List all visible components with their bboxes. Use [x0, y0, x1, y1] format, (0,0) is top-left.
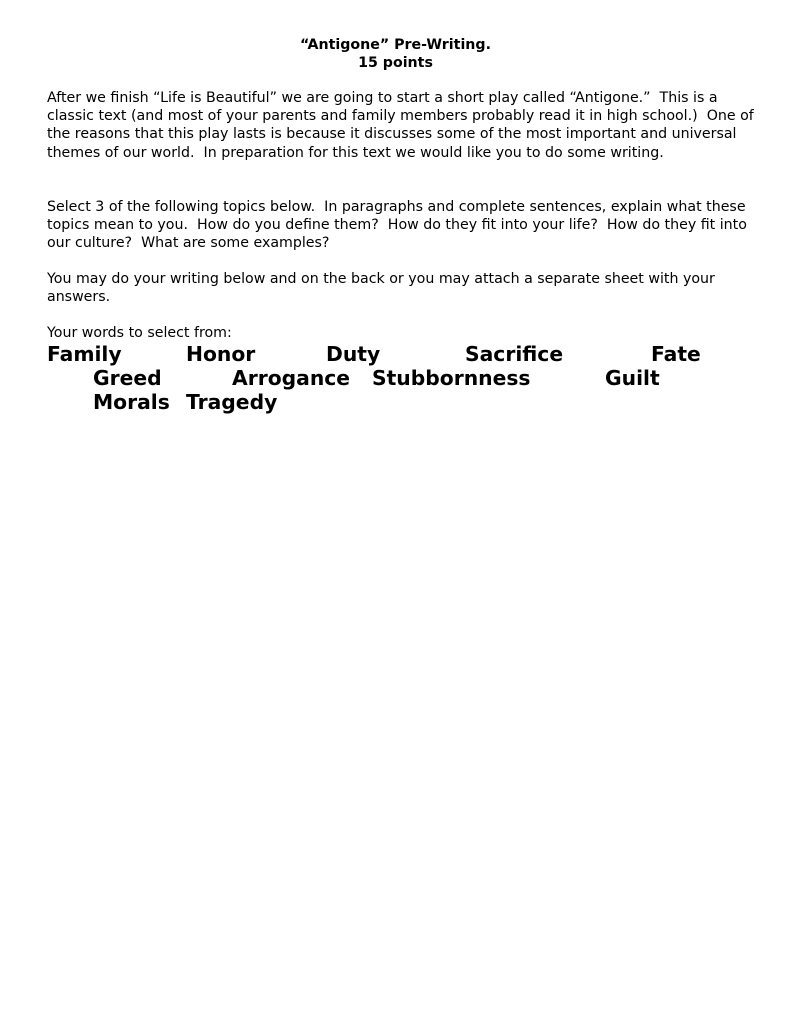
instructions-paragraph: Select 3 of the following topics below. In paragraphs and complete sentences, explain what these topics mean to you. How do you define them? How do they fit into your life? How do they fit into our culture? What are some examples? [47, 199, 752, 252]
word-option: Morals [93, 390, 170, 414]
points-subtitle: 15 points [358, 55, 433, 71]
word-option: Greed [93, 366, 162, 390]
document-title: “Antigone” Pre-Writing. [300, 37, 491, 53]
words-intro-label: Your words to select from: [47, 325, 232, 341]
word-option: Arrogance [232, 366, 351, 390]
word-option: Stubbornness [372, 366, 531, 390]
word-option: Tragedy [186, 390, 278, 414]
submission-paragraph: You may do your writing below and on the back or you may attach a separate sheet with your answers. [47, 271, 720, 306]
word-option: Duty [326, 342, 381, 366]
word-option: Honor [186, 342, 256, 366]
word-option: Fate [651, 342, 701, 366]
word-option: Guilt [605, 366, 660, 390]
word-option: Family [47, 342, 122, 366]
word-option: Sacrifice [465, 342, 564, 366]
intro-paragraph: After we finish “Life is Beautiful” we are going to start a short play called “Antigone.” This is a classic text (and most of your parents and family members probably read it in high school.) One of the reasons that this play lasts is because it discusses some of the most important and universal themes of our world. In preparation for this text we would like you to do some writing. [47, 90, 759, 161]
